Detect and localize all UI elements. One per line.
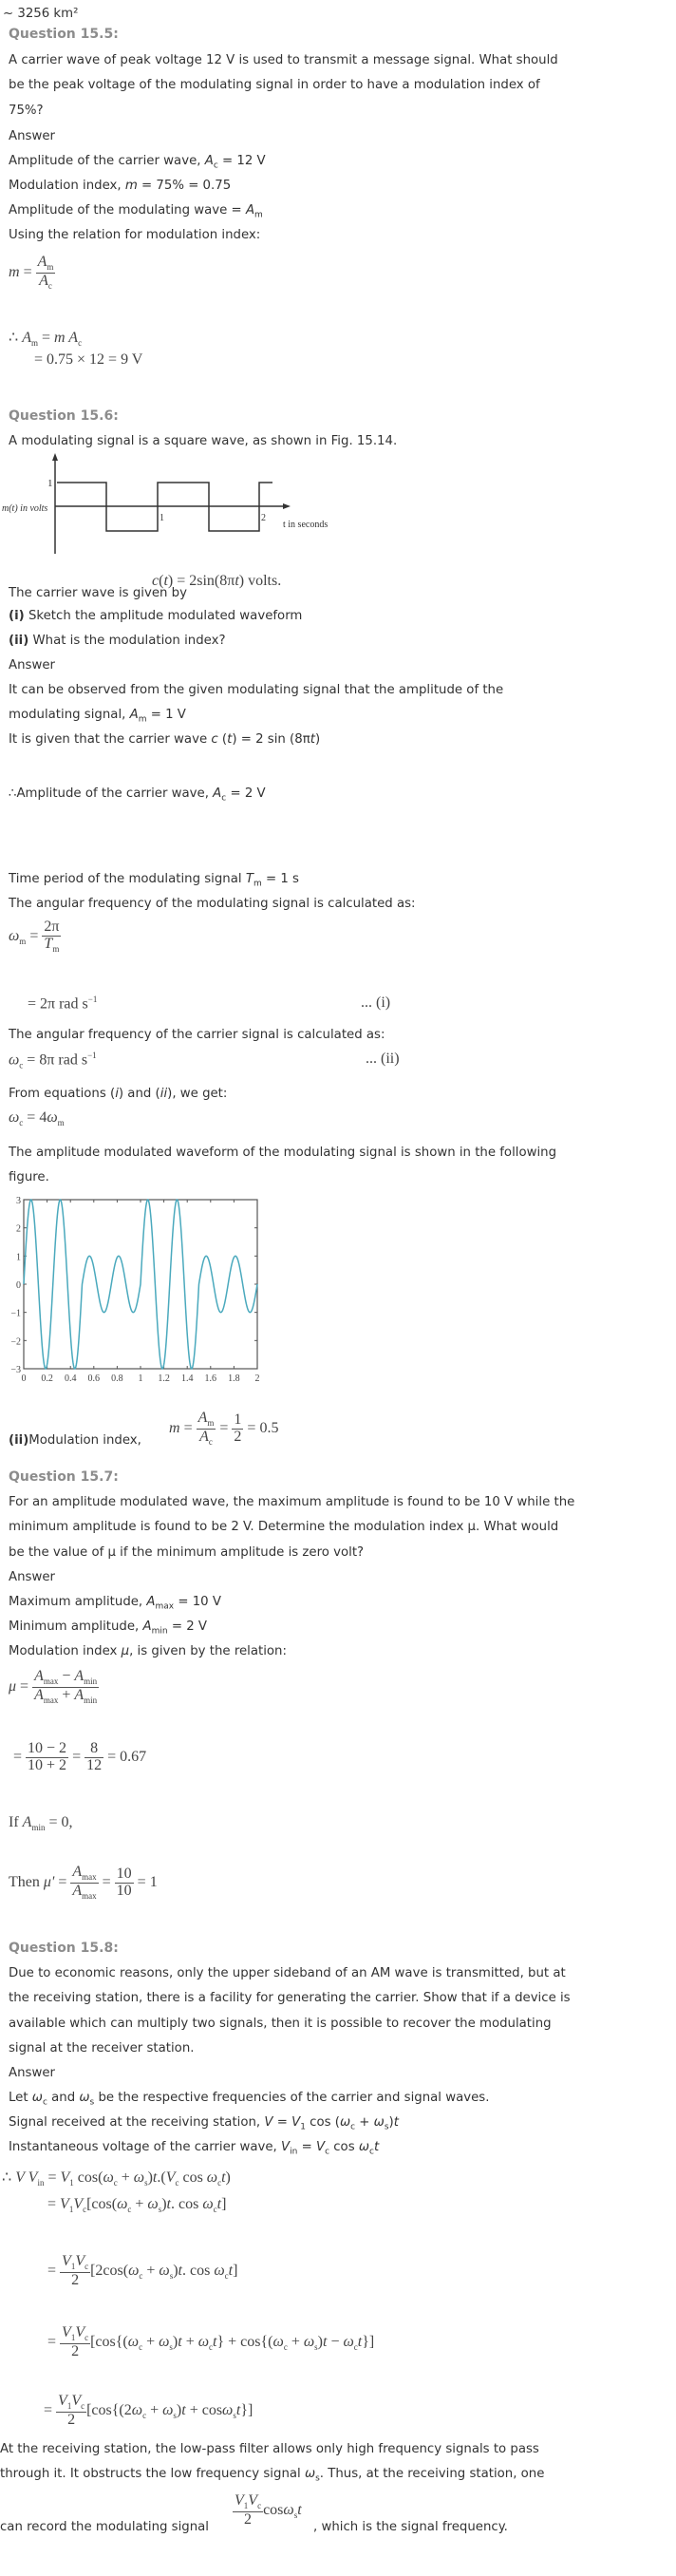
svg-text:0.2: 0.2 [41, 1373, 53, 1384]
svg-text:t in seconds: t in seconds [283, 520, 329, 530]
answer-line: modulating signal, $A_m = 1$ V [9, 708, 186, 725]
equation-omega-c: $\omega_c = 8\pi$ rad $s^{-1}$ [9, 1051, 97, 1070]
answer-line: ∴Amplitude of the carrier wave, $A_c = 2$ V [9, 786, 266, 804]
svg-text:1.8: 1.8 [228, 1373, 240, 1384]
equation-mu-prime: Then μ' = $\frac{A_{max}}{A_{max}}$ = $\frac{10}{10}$ = 1 [9, 1864, 158, 1901]
svg-text:0: 0 [16, 1280, 21, 1291]
equation-product-2: = $V_1V_c[\cos(\omega_c + \omega_s)t$. $\cos \omega_ct$] [47, 2196, 227, 2215]
question-text-line: signal at the receiver station. [9, 2041, 195, 2055]
answer-line: Signal received at the receiving station, $V = V_1$ $\cos (\omega_c + \omega_s)t$ [9, 2115, 399, 2132]
question-text-line: A carrier wave of peak voltage 12 V is used to transmit a message signal. What should [9, 53, 558, 67]
answer-line: The amplitude modulated waveform of the modulating signal is shown in the following [9, 1146, 557, 1160]
answer-line: Modulation index, m = 75% = 0.75 [9, 179, 232, 193]
equation-modulation-index-value: m = $\frac{A_m}{A_c}$ = $\frac{1}{2}$ = 0.5 [169, 1410, 279, 1447]
svg-text:0.6: 0.6 [87, 1373, 101, 1384]
svg-text:1.6: 1.6 [204, 1373, 217, 1384]
equation-am-value: = 0.75 × 12 = 9 V [34, 351, 143, 368]
answer-line: Modulation index μ, is given by the relation: [9, 1644, 287, 1658]
answer-line: Amplitude of the modulating wave = $A_m$ [9, 203, 263, 220]
svg-text:2: 2 [261, 513, 266, 523]
answer-line: The angular frequency of the carrier signal is calculated as: [9, 1028, 385, 1042]
carrier-text: The carrier wave is given by [9, 586, 187, 600]
question-text-line: minimum amplitude is found to be 2 V. Determine the modulation index μ. What would [9, 1520, 559, 1534]
svg-text:0.4: 0.4 [64, 1373, 77, 1384]
svg-text:2: 2 [16, 1223, 21, 1235]
svg-text:0: 0 [21, 1373, 27, 1384]
question-text-line: available which can multiply two signals, then it is possible to recover the modulating [9, 2017, 552, 2031]
question-text-line: A modulating signal is a square wave, as shown in Fig. 15.14. [9, 434, 398, 448]
question-15-5-title: Question 15.5: [9, 27, 119, 42]
equation-product-3: = $\frac{V_1V_c}{2}$ [$2\cos(\omega_c + \omega_s)t$. $\cos \omega_ct$] [47, 2253, 238, 2288]
answer-line: Let $\omega_c$ and $\omega_s$ be the respective frequencies of the carrier and signal waves. [9, 2091, 490, 2108]
question-text-line: For an amplitude modulated wave, the maximum amplitude is found to be 10 V while the [9, 1495, 575, 1509]
svg-text:−3: −3 [10, 1365, 21, 1375]
equation-if-amin-zero: If $A_{min} = 0$, [9, 1814, 73, 1833]
answer-line: figure. [9, 1170, 49, 1184]
answer-line: From equations (i) and (ii), we get: [9, 1087, 228, 1101]
equation-omega-m-value: = 2π rad $s^{-1}$ [28, 994, 98, 1013]
part-i: (i) Sketch the amplitude modulated waveform [9, 609, 303, 623]
svg-text:1: 1 [160, 513, 164, 523]
question-15-8-title: Question 15.8: [9, 1941, 119, 1956]
equation-omega-m: $\omega_m$ = $\frac{2\pi}{T_m}$ [9, 919, 60, 954]
answer-label: Answer [9, 129, 55, 143]
answer-line: Instantaneous voltage of the carrier wave, $V_{in} = V_c$ $\cos \omega_ct$ [9, 2140, 380, 2157]
question-text-line: Due to economic reasons, only the upper sideband of an AM wave is transmitted, but at [9, 1966, 566, 1980]
answer-label: Answer [9, 1570, 55, 1584]
equation-am: ∴ $A_m = m$ $A_c$ [9, 330, 83, 349]
svg-text:1.2: 1.2 [158, 1373, 170, 1384]
conclusion-line: At the receiving station, the low-pass filter allows only high frequency signals to pass [0, 2442, 539, 2456]
equation-product-1: ∴ V $V_{in} = V_1$ $\cos(\omega_c + \omega_s)t.(V_c$ $\cos \omega_ct$) [2, 2169, 231, 2188]
equation-ref-i: ... (i) [361, 994, 391, 1011]
answer-line: It is given that the carrier wave c (t) = 2 sin (8πt) [9, 732, 321, 747]
equation-product-4: = $\frac{V_1V_c}{2}$ $[\cos\{(\omega_c + \omega_s)t + \omega_ct\} + \cos\{(\omega_c + \omega_s)t - \omega_ct\}]$ [47, 2324, 375, 2359]
modulation-index-label: (ii)Modulation index, [9, 1433, 141, 1448]
part-ii: (ii) What is the modulation index? [9, 634, 226, 648]
svg-text:2: 2 [254, 1373, 260, 1384]
answer-line: Using the relation for modulation index: [9, 228, 261, 242]
question-15-7-title: Question 15.7: [9, 1469, 119, 1485]
conclusion-line: through it. It obstructs the low frequency signal $\omega_s$. Thus, at the receiving station, one [0, 2467, 545, 2484]
answer-line: Minimum amplitude, $A_{min} = 2$ V [9, 1619, 207, 1637]
question-text-line: be the value of μ if the minimum amplitude is zero volt? [9, 1545, 365, 1560]
conclusion-final-prefix: can record the modulating signal [0, 2520, 209, 2534]
svg-text:3: 3 [16, 1196, 21, 1206]
equation-ref-ii: ... (ii) [366, 1051, 400, 1067]
square-wave-figure [0, 451, 342, 556]
question-15-6-title: Question 15.6: [9, 408, 119, 424]
equation-recovered-signal: $\frac{V_1V_c}{2}$ cosω$_s$t [235, 2492, 302, 2528]
svg-text:1: 1 [47, 478, 53, 489]
answer-line: Amplitude of the carrier wave, $A_c = 12$ V [9, 154, 266, 171]
equation-mu-value: = $\frac{10 - 2}{10 + 2}$ = $\frac{8}{12}$ = 0.67 [13, 1740, 147, 1773]
equation-product-5: = $\frac{V_1V_c}{2}$ $[\cos\{(2\omega_c + \omega_s)t + \cos\omega_st\}]$ [44, 2393, 254, 2428]
equation-mu: μ = $\frac{A_{max} - A_{min}}{A_{max} + A_{min}}$ [9, 1668, 98, 1705]
svg-text:0.8: 0.8 [111, 1373, 123, 1384]
question-text-line: 75%? [9, 104, 44, 118]
svg-text:1: 1 [16, 1252, 21, 1263]
conclusion-final-suffix: , which is the signal frequency. [313, 2520, 508, 2534]
answer-label: Answer [9, 2066, 55, 2080]
equation-modulation-index: m = $\frac{A_m}{A_c}$ [9, 254, 54, 291]
svg-text:1: 1 [138, 1373, 143, 1384]
equation-ratio: $\omega_c = 4\omega_m$ [9, 1109, 65, 1128]
svg-text:m(t) in volts: m(t) in volts [2, 503, 48, 514]
answer-line: The angular frequency of the modulating signal is calculated as: [9, 897, 416, 911]
svg-text:−2: −2 [10, 1336, 21, 1348]
answer-line: It can be observed from the given modulating signal that the amplitude of the [9, 683, 504, 697]
answer-line: Time period of the modulating signal $T_m = 1$ s [9, 872, 299, 889]
answer-label: Answer [9, 658, 55, 672]
answer-line: Maximum amplitude, $A_{max} = 10$ V [9, 1595, 221, 1612]
carrier-equation: c(t) = 2sin(8πt) volts. [152, 573, 282, 589]
svg-text:1.4: 1.4 [180, 1373, 194, 1384]
question-text-line: the receiving station, there is a facility for generating the carrier. Show that if a device is [9, 1991, 571, 2005]
area-result-text: ~ 3256 km² [3, 7, 79, 21]
am-waveform-chart [0, 1192, 275, 1396]
svg-text:−1: −1 [10, 1308, 21, 1319]
question-text-line: be the peak voltage of the modulating signal in order to have a modulation index of [9, 78, 540, 92]
